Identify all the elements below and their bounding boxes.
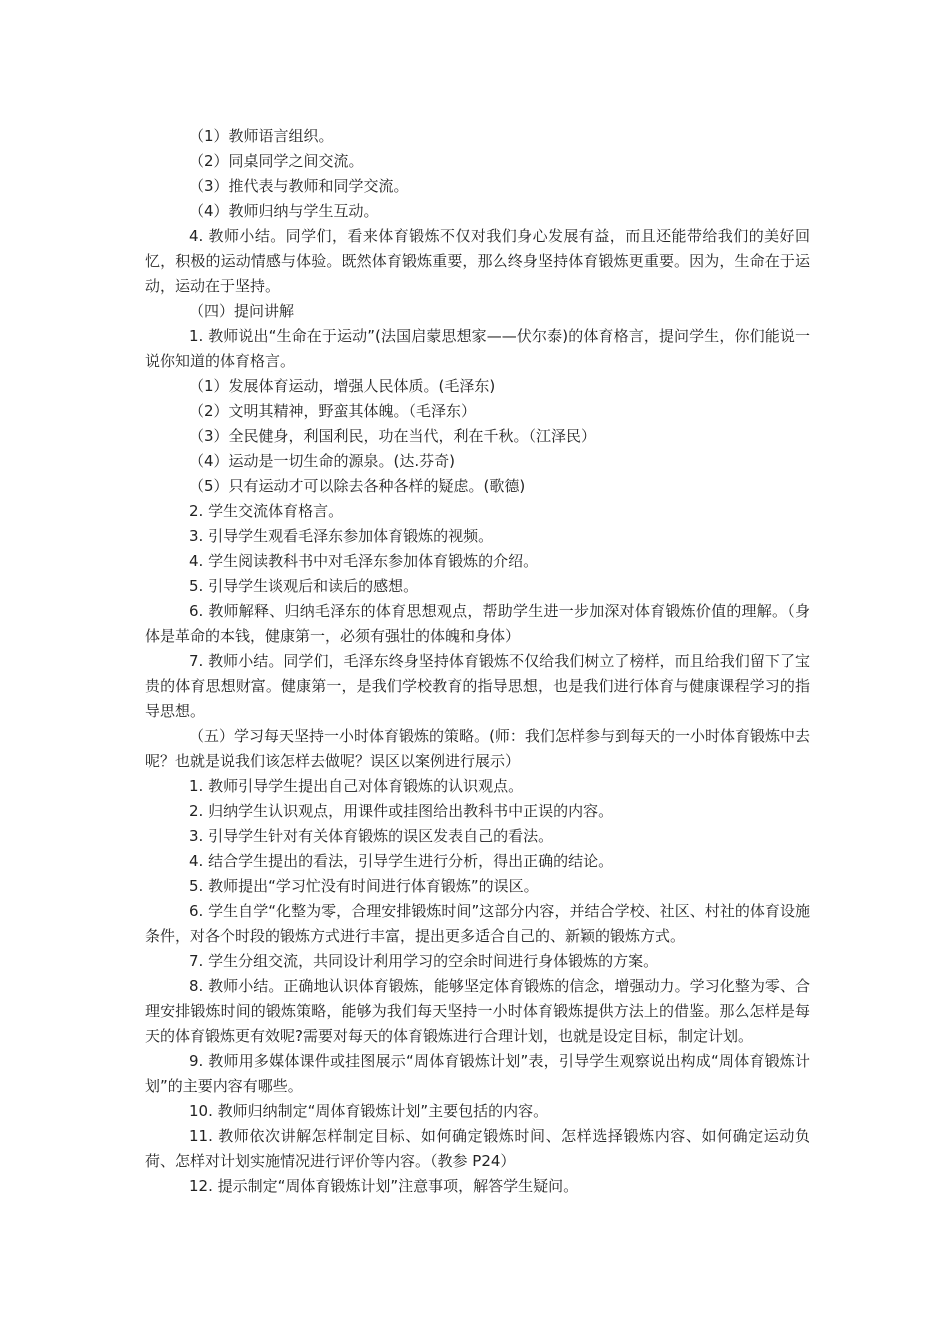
paragraph: （2）同桌同学之间交流。 xyxy=(189,152,364,170)
paragraph: （4）教师归纳与学生互动。 xyxy=(189,202,379,220)
paragraph: 1. 教师说出“生命在于运动”(法国启蒙思想家——伏尔泰)的体育格言，提问学生，你们能说一说你知道的体育格言。 xyxy=(145,327,810,370)
paragraph: 8. 教师小结。正确地认识体育锻炼，能够坚定体育锻炼的信念，增强动力。学习化整为零、合理安排锻炼时间的锻炼策略，能够为我们每天坚持一小时体育锻炼提供方法上的借鉴。那么怎样是每天的体育锻炼更有效呢?需要对每天的体育锻炼进行合理计划，也就是设定目标，制定计划。 xyxy=(145,977,810,1045)
paragraph: （5）只有运动才可以除去各种各样的疑虑。(歌德) xyxy=(189,477,526,495)
paragraph: 3. 引导学生针对有关体育锻炼的误区发表自己的看法。 xyxy=(189,827,554,845)
section-heading: （四）提问讲解 xyxy=(189,302,295,320)
paragraph: 7. 教师小结。同学们，毛泽东终身坚持体育锻炼不仅给我们树立了榜样，而且给我们留下了宝贵的体育思想财富。健康第一，是我们学校教育的指导思想，也是我们进行体育与健康课程学习的指导思想。 xyxy=(145,652,810,720)
paragraph: 2. 归纳学生认识观点，用课件或挂图给出教科书中正误的内容。 xyxy=(189,802,614,820)
paragraph: 7. 学生分组交流，共同设计利用学习的空余时间进行身体锻炼的方案。 xyxy=(189,952,659,970)
paragraph: （1）教师语言组织。 xyxy=(189,127,334,145)
paragraph: （2）文明其精神，野蛮其体魄。（毛泽东） xyxy=(189,402,477,420)
paragraph: 4. 学生阅读教科书中对毛泽东参加体育锻炼的介绍。 xyxy=(189,552,539,570)
paragraph: 6. 学生自学“化整为零，合理安排锻炼时间”这部分内容，并结合学校、社区、村社的体育设施条件，对各个时段的锻炼方式进行丰富，提出更多适合自己的、新颖的锻炼方式。 xyxy=(145,902,810,945)
paragraph: 2. 学生交流体育格言。 xyxy=(189,502,344,520)
paragraph: （1）发展体育运动，增强人民体质。(毛泽东) xyxy=(189,377,496,395)
paragraph: 10. 教师归纳制定“周体育锻炼计划”主要包括的内容。 xyxy=(189,1102,549,1120)
paragraph: （3）全民健身，利国利民，功在当代，利在千秋。（江泽民） xyxy=(189,427,597,445)
paragraph: 12. 提示制定“周体育锻炼计划”注意事项，解答学生疑问。 xyxy=(189,1177,579,1195)
paragraph: 3. 引导学生观看毛泽东参加体育锻炼的视频。 xyxy=(189,527,494,545)
paragraph: 4. 结合学生提出的看法，引导学生进行分析，得出正确的结论。 xyxy=(189,852,614,870)
paragraph: 5. 教师提出“学习忙没有时间进行体育锻炼”的误区。 xyxy=(189,877,539,895)
paragraph: 4. 教师小结。同学们，看来体育锻炼不仅对我们身心发展有益，而且还能带给我们的美好回忆，积极的运动情感与体验。既然体育锻炼重要，那么终身坚持体育锻炼更重要。因为，生命在于运动，运动在于坚持。 xyxy=(145,227,810,295)
paragraph: 5. 引导学生谈观后和读后的感想。 xyxy=(189,577,419,595)
document-page xyxy=(145,124,810,1199)
paragraph: 11. 教师依次讲解怎样制定目标、如何确定锻炼时间、怎样选择锻炼内容、如何确定运动负荷、怎样对计划实施情况进行评价等内容。（教参 P24） xyxy=(145,1127,810,1170)
paragraph: 6. 教师解释、归纳毛泽东的体育思想观点，帮助学生进一步加深对体育锻炼价值的理解。（身体是革命的本钱，健康第一，必须有强壮的体魄和身体） xyxy=(145,602,810,645)
paragraph: 9. 教师用多媒体课件或挂图展示“周体育锻炼计划”表，引导学生观察说出构成“周体育锻炼计划”的主要内容有哪些。 xyxy=(145,1052,810,1095)
section-heading: （五）学习每天坚持一小时体育锻炼的策略。(师：我们怎样参与到每天的一小时体育锻炼中去呢？也就是说我们该怎样去做呢？误区以案例进行展示） xyxy=(145,727,810,770)
paragraph: 1. 教师引导学生提出自己对体育锻炼的认识观点。 xyxy=(189,777,524,795)
paragraph: （3）推代表与教师和同学交流。 xyxy=(189,177,409,195)
paragraph: （4）运动是一切生命的源泉。(达.芬奇) xyxy=(189,452,456,470)
